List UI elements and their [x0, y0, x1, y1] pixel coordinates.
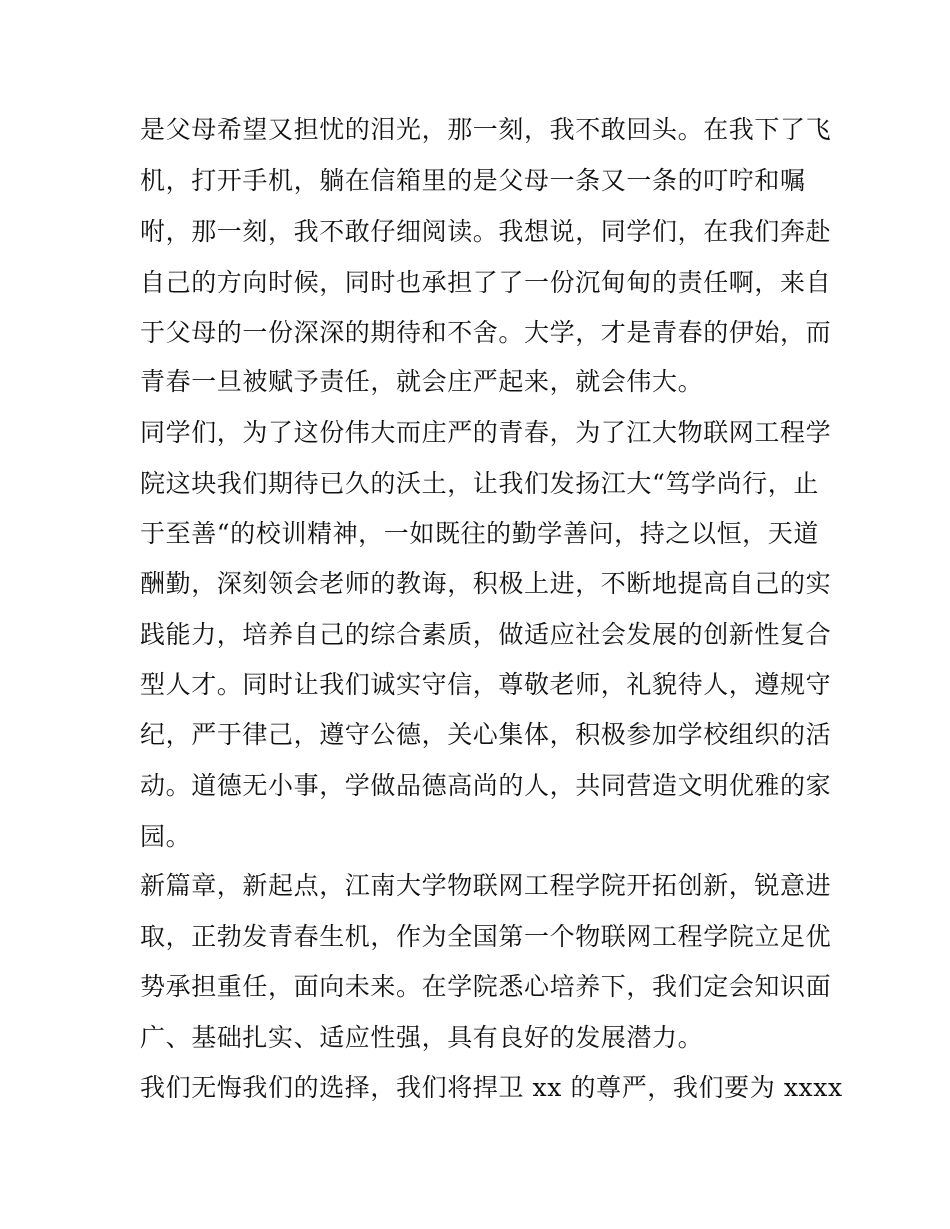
text-line: 纪，严于律己，遵守公德，关心集体，积极参加学校组织的活: [140, 720, 832, 749]
text-line: 同学们，为了这份伟大而庄严的青春，为了江大物联网工程学: [140, 418, 832, 447]
text-line: 于至善“的校训精神，一如既往的勤学善问，持之以恒，天道: [140, 519, 819, 548]
text-line: 广、基础扎实、适应性强，具有良好的发展潜力。: [140, 1023, 704, 1052]
text-line: 酬勤，深刻领会老师的教诲，积极上进，不断地提高自己的实: [140, 569, 832, 598]
text-line: 型人才。同时让我们诚实守信，尊敬老师，礼貌待人，遵规守: [140, 670, 832, 699]
text-line: 新篇章，新起点，江南大学物联网工程学院开拓创新，锐意进: [140, 871, 832, 900]
text-line: 取，正勃发青春生机，作为全国第一个物联网工程学院立足优: [140, 922, 832, 951]
text-line: 机，打开手机，躺在信箱里的是父母一条又一条的叮咛和嘱: [140, 166, 806, 195]
text-line: 院这块我们期待已久的沃土，让我们发扬江大“笃学尚行，止: [140, 469, 819, 498]
text-line: 咐，那一刻，我不敢仔细阅读。我想说，同学们，在我们奔赴: [140, 217, 832, 246]
text-line: 是父母希望又担忧的泪光，那一刻，我不敢回头。在我下了飞: [140, 115, 832, 144]
text-line: 自己的方向时候，同时也承担了了一份沉甸甸的责任啊，来自: [140, 268, 832, 297]
text-line: 践能力，培养自己的综合素质，做适应社会发展的创新性复合: [140, 620, 832, 649]
text-line: 园。: [140, 822, 192, 851]
text-line: 青春一旦被赋予责任，就会庄严起来，就会伟大。: [140, 367, 704, 396]
text-line: 势承担重任，面向未来。在学院悉心培养下，我们定会知识面: [140, 972, 832, 1001]
text-line: 动。道德无小事，学做品德高尚的人，共同营造文明优雅的家: [140, 771, 832, 800]
text-line: 于父母的一份深深的期待和不舍。大学，才是青春的伊始，而: [140, 318, 832, 347]
text-line: 我们无悔我们的选择，我们将捍卫 xx 的尊严，我们要为 xxxx: [140, 1073, 843, 1102]
